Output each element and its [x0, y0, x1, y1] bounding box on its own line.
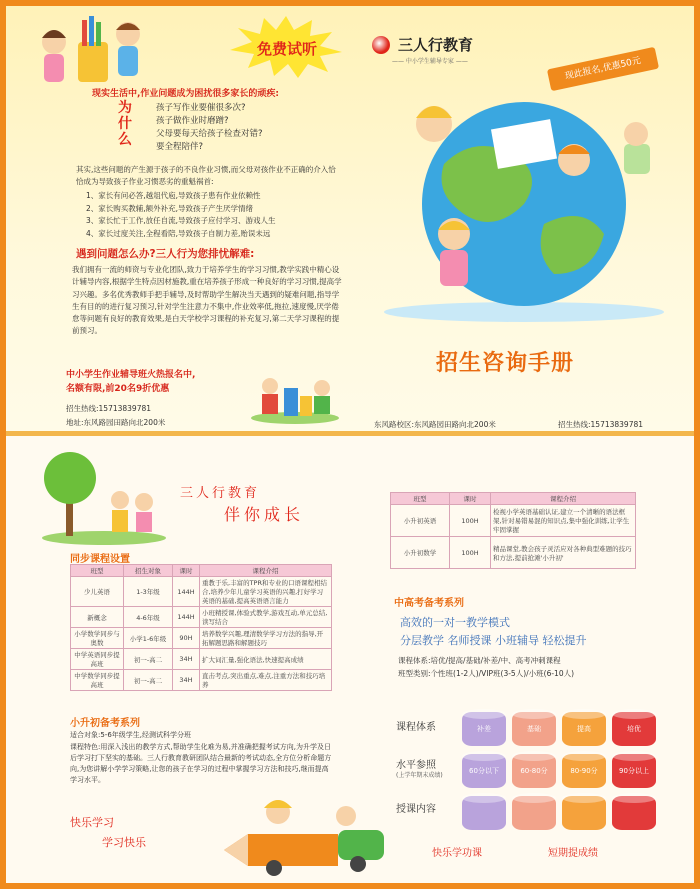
- happy-learning: 快乐学习: [70, 816, 114, 829]
- promo-line: 名额有限,前20名9折优惠: [66, 384, 170, 394]
- free-trial-badge: 免费试听: [256, 40, 317, 58]
- table-cell: 小班精授课,体验式教学,游戏互动,单元总结,读写结合: [200, 607, 332, 628]
- cylinder-level: 80-90分: [562, 754, 606, 788]
- table-cell: 90H: [173, 628, 200, 649]
- course-system: 课程体系:培优/提高/基础/补差/中、高考冲刺课程: [398, 656, 561, 665]
- footer-slogan-1: 快乐学功课: [432, 848, 482, 859]
- table-cell: 4-6年级: [124, 607, 173, 628]
- mode-line-1: 高效的一对一教学模式: [400, 616, 510, 629]
- cover-panel: [6, 6, 694, 431]
- table-cell: 培养数学兴趣,理清数学学习方法的指导,开拓解题思路和解题技巧: [200, 628, 332, 649]
- cylinder-content: [612, 796, 656, 830]
- table-cell: 小升初英语: [391, 505, 450, 537]
- cause-list: [86, 190, 348, 240]
- kids-pencil-illustration: [36, 12, 146, 92]
- table-header-row: [71, 565, 332, 577]
- pencil-car-illustration: [218, 790, 388, 876]
- table-cell: 34H: [173, 670, 200, 691]
- brand-name: 三人行教育: [180, 486, 261, 501]
- table-header: 课时: [173, 565, 200, 577]
- promo-text: [66, 368, 195, 396]
- discount-ribbon: 现此报名,优惠50元: [547, 47, 659, 91]
- why-label: 为什么: [118, 100, 132, 148]
- table-cell: 1-3年级: [124, 577, 173, 607]
- question-item: 要全程陪伴?: [156, 142, 204, 152]
- row-label-content: 授课内容: [396, 804, 436, 815]
- table-row: [71, 670, 332, 691]
- question-item: 孩子做作业时磨蹭?: [156, 116, 229, 126]
- sync-course-table: [70, 564, 332, 691]
- cylinder-content: [562, 796, 606, 830]
- xiaoshengchu-title: 小升初备考系列: [70, 718, 140, 729]
- intro-paragraph: 其实,这些问题的产生源于孩子的不良作业习惯,而父母对孩作业不正确的介入恰恰成为导致孩子作业习惯恶劣的重魁祸首:: [76, 165, 336, 186]
- kids-reading-illustration: [250, 368, 340, 424]
- learning-happy: 学习快乐: [102, 836, 146, 849]
- table-cell: 中学数学同步提高班: [71, 670, 124, 691]
- footer-slogan-2: 短期提成绩: [548, 848, 598, 859]
- table-cell: 初一-高二: [124, 670, 173, 691]
- cause-item: 1、家长有问必答,越俎代庖,导致孩子患有作业依赖性: [86, 191, 261, 200]
- table-cell: 小学数学同步与奥数: [71, 628, 124, 649]
- problem-title: 遇到问题怎么办?三人行为您排忧解难:: [76, 248, 255, 260]
- cylinder-course: 基础: [512, 712, 556, 746]
- table-cell: 34H: [173, 649, 200, 670]
- slogan: 伴你成长: [224, 505, 305, 524]
- mode-line-2: 分层教学 名师授课 小班辅导 轻松提升: [400, 634, 587, 647]
- table-header: 招生对象: [124, 565, 173, 577]
- table-header: 课程介绍: [200, 565, 332, 577]
- logo-icon: [372, 36, 390, 54]
- campus-hotline: 招生热线:15713839781: [558, 420, 644, 429]
- table-row: [391, 537, 636, 569]
- cause-item: 2、家长购买教辅,额外补充,导致孩子产生厌学情绪: [86, 203, 254, 213]
- campus-address: 东风路校区:东风路园田路向北200米: [374, 420, 496, 429]
- inner-panel: [6, 436, 694, 883]
- address: 地址:东风路园田路向北200米: [66, 418, 166, 427]
- table-cell: 144H: [173, 607, 200, 628]
- cause-item: 3、家长忙于工作,放任自流,导致孩子应付学习、游戏人生: [86, 216, 276, 225]
- xiaoshengchu-table: [390, 492, 636, 569]
- table-cell: 100H: [450, 537, 491, 569]
- table-row: [71, 577, 332, 607]
- question-item: 父母要每天给孩子检查对错?: [156, 129, 263, 139]
- table-header: 班型: [391, 493, 450, 505]
- cylinder-course: 培优: [612, 712, 656, 746]
- solution-paragraph: 我们拥有一流的师资与专业化团队,致力于培养学生的学习习惯,教学实践中精心设计辅导内容,根据学生特点因材施教,重在培养孩子形成一种良好的学习习惯,提高学习兴趣。多名优秀教师手把手辅导,及时帮助学生解决当天遇到的疑难问题,指导学生有目的的进行复习预习,针对学生注意力不集中,作业效率低,拖拉,速度慢,厌学倦怠等问题有良好的教育效果,是白天学校学习课程的补充复习,第二天学习课程的提前预习。: [72, 265, 342, 336]
- table-header: 课程介绍: [491, 493, 636, 505]
- question-list: [156, 102, 263, 154]
- table-header: 班型: [71, 565, 124, 577]
- table-cell: 检视小学英语基础认证,建立一个清晰的语法框架,针对易错易混的知识点,集中强化训练,让学生牢固掌握: [491, 505, 636, 537]
- zhongkao-title: 中高考备考系列: [394, 598, 464, 609]
- xiaoshengchu-target: 适合对象:5-6年级学生,经测试科学分班: [70, 731, 192, 739]
- table-cell: 新概念: [71, 607, 124, 628]
- cylinder-content: [512, 796, 556, 830]
- table-cell: 小学1-6年级: [124, 628, 173, 649]
- table-header: 课时: [450, 493, 491, 505]
- brand-subtitle: —— 中小学生辅导专家 ——: [392, 58, 468, 65]
- row-label-level: 水平参照: [396, 760, 436, 771]
- table-cell: 扩大词汇量,强化语法,快速提高成绩: [200, 649, 332, 670]
- cylinder-course: 提高: [562, 712, 606, 746]
- promo-line: 中小学生作业辅导班火热报名中,: [66, 370, 196, 380]
- row-label-note: (上学年期末成绩): [396, 772, 443, 779]
- globe-kids-illustration: [374, 84, 674, 324]
- table-cell: 小升初数学: [391, 537, 450, 569]
- cylinder-course: 补差: [462, 712, 506, 746]
- xiaoshengchu-feature: 课程特色:用深入浅出的教学方式,帮助学生化难为易,并准确把握考试方向,为升学及日后学习打下坚实的基础。三人行教育教研团队结合最新的考试动态,全方位分析命题方向,为您讲解小学学习策略,让您的孩子在学习的过程中掌握学习方法和技巧,继而提高学习水平。: [70, 743, 332, 784]
- table-cell: 精品课堂,教会孩子灵活应对各种典型难题的技巧和方法,提前抢滩'小升初': [491, 537, 636, 569]
- row-label-system: 课程体系: [396, 722, 436, 733]
- cylinder-content: [462, 796, 506, 830]
- sync-course-title: 同步课程设置: [70, 554, 130, 565]
- table-row: [71, 649, 332, 670]
- brochure-sheet: [6, 6, 694, 883]
- tree-kids-illustration: [40, 450, 170, 546]
- cylinder-level: 90分以上: [612, 754, 656, 788]
- table-cell: 少儿英语: [71, 577, 124, 607]
- table-header-row: [391, 493, 636, 505]
- cylinder-level: 60-80分: [512, 754, 556, 788]
- cylinder-level: 60分以下: [462, 754, 506, 788]
- table-cell: 144H: [173, 577, 200, 607]
- table-cell: 初一-高二: [124, 649, 173, 670]
- hotline: 招生热线:15713839781: [66, 404, 152, 413]
- table-row: [71, 607, 332, 628]
- headline: 现实生活中,作业问题成为困扰很多家长的顽疾:: [92, 89, 280, 99]
- cause-item: 4、家长过度关注,全程看陪,导致孩子自制力差,贻误未远: [86, 228, 271, 238]
- brand-title: 三人行教育: [398, 36, 474, 54]
- class-types: 班型类别:个性班(1-2人)/VIP班(3-5人)/小班(6-10人): [398, 669, 575, 678]
- table-cell: 直击考点,突出重点,难点,注重方法和技巧培养: [200, 670, 332, 691]
- table-cell: 中学英语同步提高班: [71, 649, 124, 670]
- table-row: [391, 505, 636, 537]
- table-cell: 重教于乐,丰富的TPR和专业的口语课程相结合,培养少年儿童学习英语的兴趣,打好学习英语的基础,提高英语语言能力: [200, 577, 332, 607]
- manual-title: 招生咨询手册: [436, 351, 575, 376]
- question-item: 孩子写作业要催很多次?: [156, 103, 246, 113]
- table-cell: 100H: [450, 505, 491, 537]
- table-row: [71, 628, 332, 649]
